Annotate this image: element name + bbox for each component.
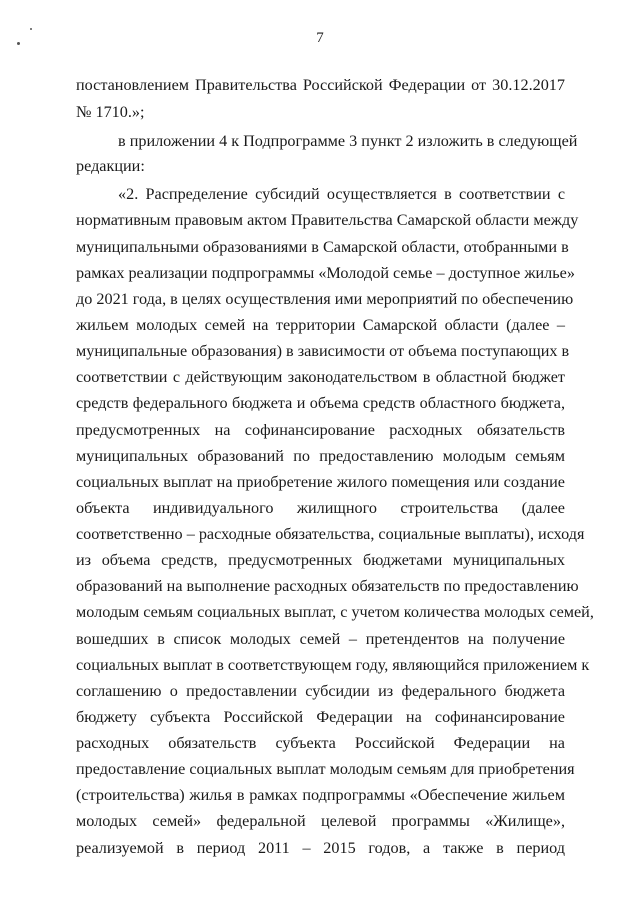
text-line: постановлением Правительства Российской Федерации от 30.12.2017 [76,76,565,94]
text-line: образований на выполнение расходных обязательств по предоставлению [76,577,579,595]
text-line: № 1710.»; [76,103,145,121]
text-line: соответственно – расходные обязательства, социальные выплаты), исходя [76,525,585,543]
text-line: расходных обязательств субъекта Российской Федерации на [76,734,565,752]
text-line: предусмотренных на софинансирование расходных обязательств [76,421,565,439]
text-line: муниципальных образований по предоставлению молодым семьям [76,447,565,465]
text-line: средств федерального бюджета и объема средств областного бюджета, [76,394,565,412]
text-line: соответствии с действующим законодательством в областной бюджет [76,368,565,386]
text-line: муниципальные образования) в зависимости от объема поступающих в [76,342,570,360]
text-line: рамках реализации подпрограммы «Молодой семье – доступное жилье» [76,264,575,282]
text-line: до 2021 года, в целях осуществления ими мероприятий по обеспечению [76,290,574,308]
text-line: вошедших в список молодых семей – претендентов на получение [76,630,565,648]
text-line: в приложении 4 к Подпрограмме 3 пункт 2 изложить в следующей [118,132,578,150]
text-line: жильем молодых семей на территории Самарской области (далее – [76,316,565,334]
text-line: объекта индивидуального жилищного строительства (далее [76,499,565,517]
text-line: молодым семьям социальных выплат, с учетом количества молодых семей, [76,603,594,621]
text-line: предоставление социальных выплат молодым семьям для приобретения [76,760,575,778]
text-line: бюджету субъекта Российской Федерации на софинансирование [76,708,565,726]
text-line: соглашению о предоставлении субсидии из федерального бюджета [76,682,565,700]
text-line: из объема средств, предусмотренных бюджетами муниципальных [76,551,565,569]
text-line: (строительства) жилья в рамках подпрограммы «Обеспечение жильем [76,786,565,804]
page-number: 7 [316,30,324,46]
text-line: нормативным правовым актом Правительства Самарской области между [76,211,579,229]
text-line: социальных выплат в соответствующем году, являющийся приложением к [76,656,590,674]
text-line: молодых семей» федеральной целевой программы «Жилище», [76,812,565,830]
text-line: редакции: [76,157,145,175]
text-line: реализуемой в период 2011 – 2015 годов, а также в период [76,839,565,857]
text-line: «2. Распределение субсидий осуществляется в соответствии с [118,185,565,203]
text-line: муниципальными образованиями в Самарской области, отобранными в [76,238,569,256]
text-line: социальных выплат на приобретение жилого помещения или создание [76,473,565,491]
